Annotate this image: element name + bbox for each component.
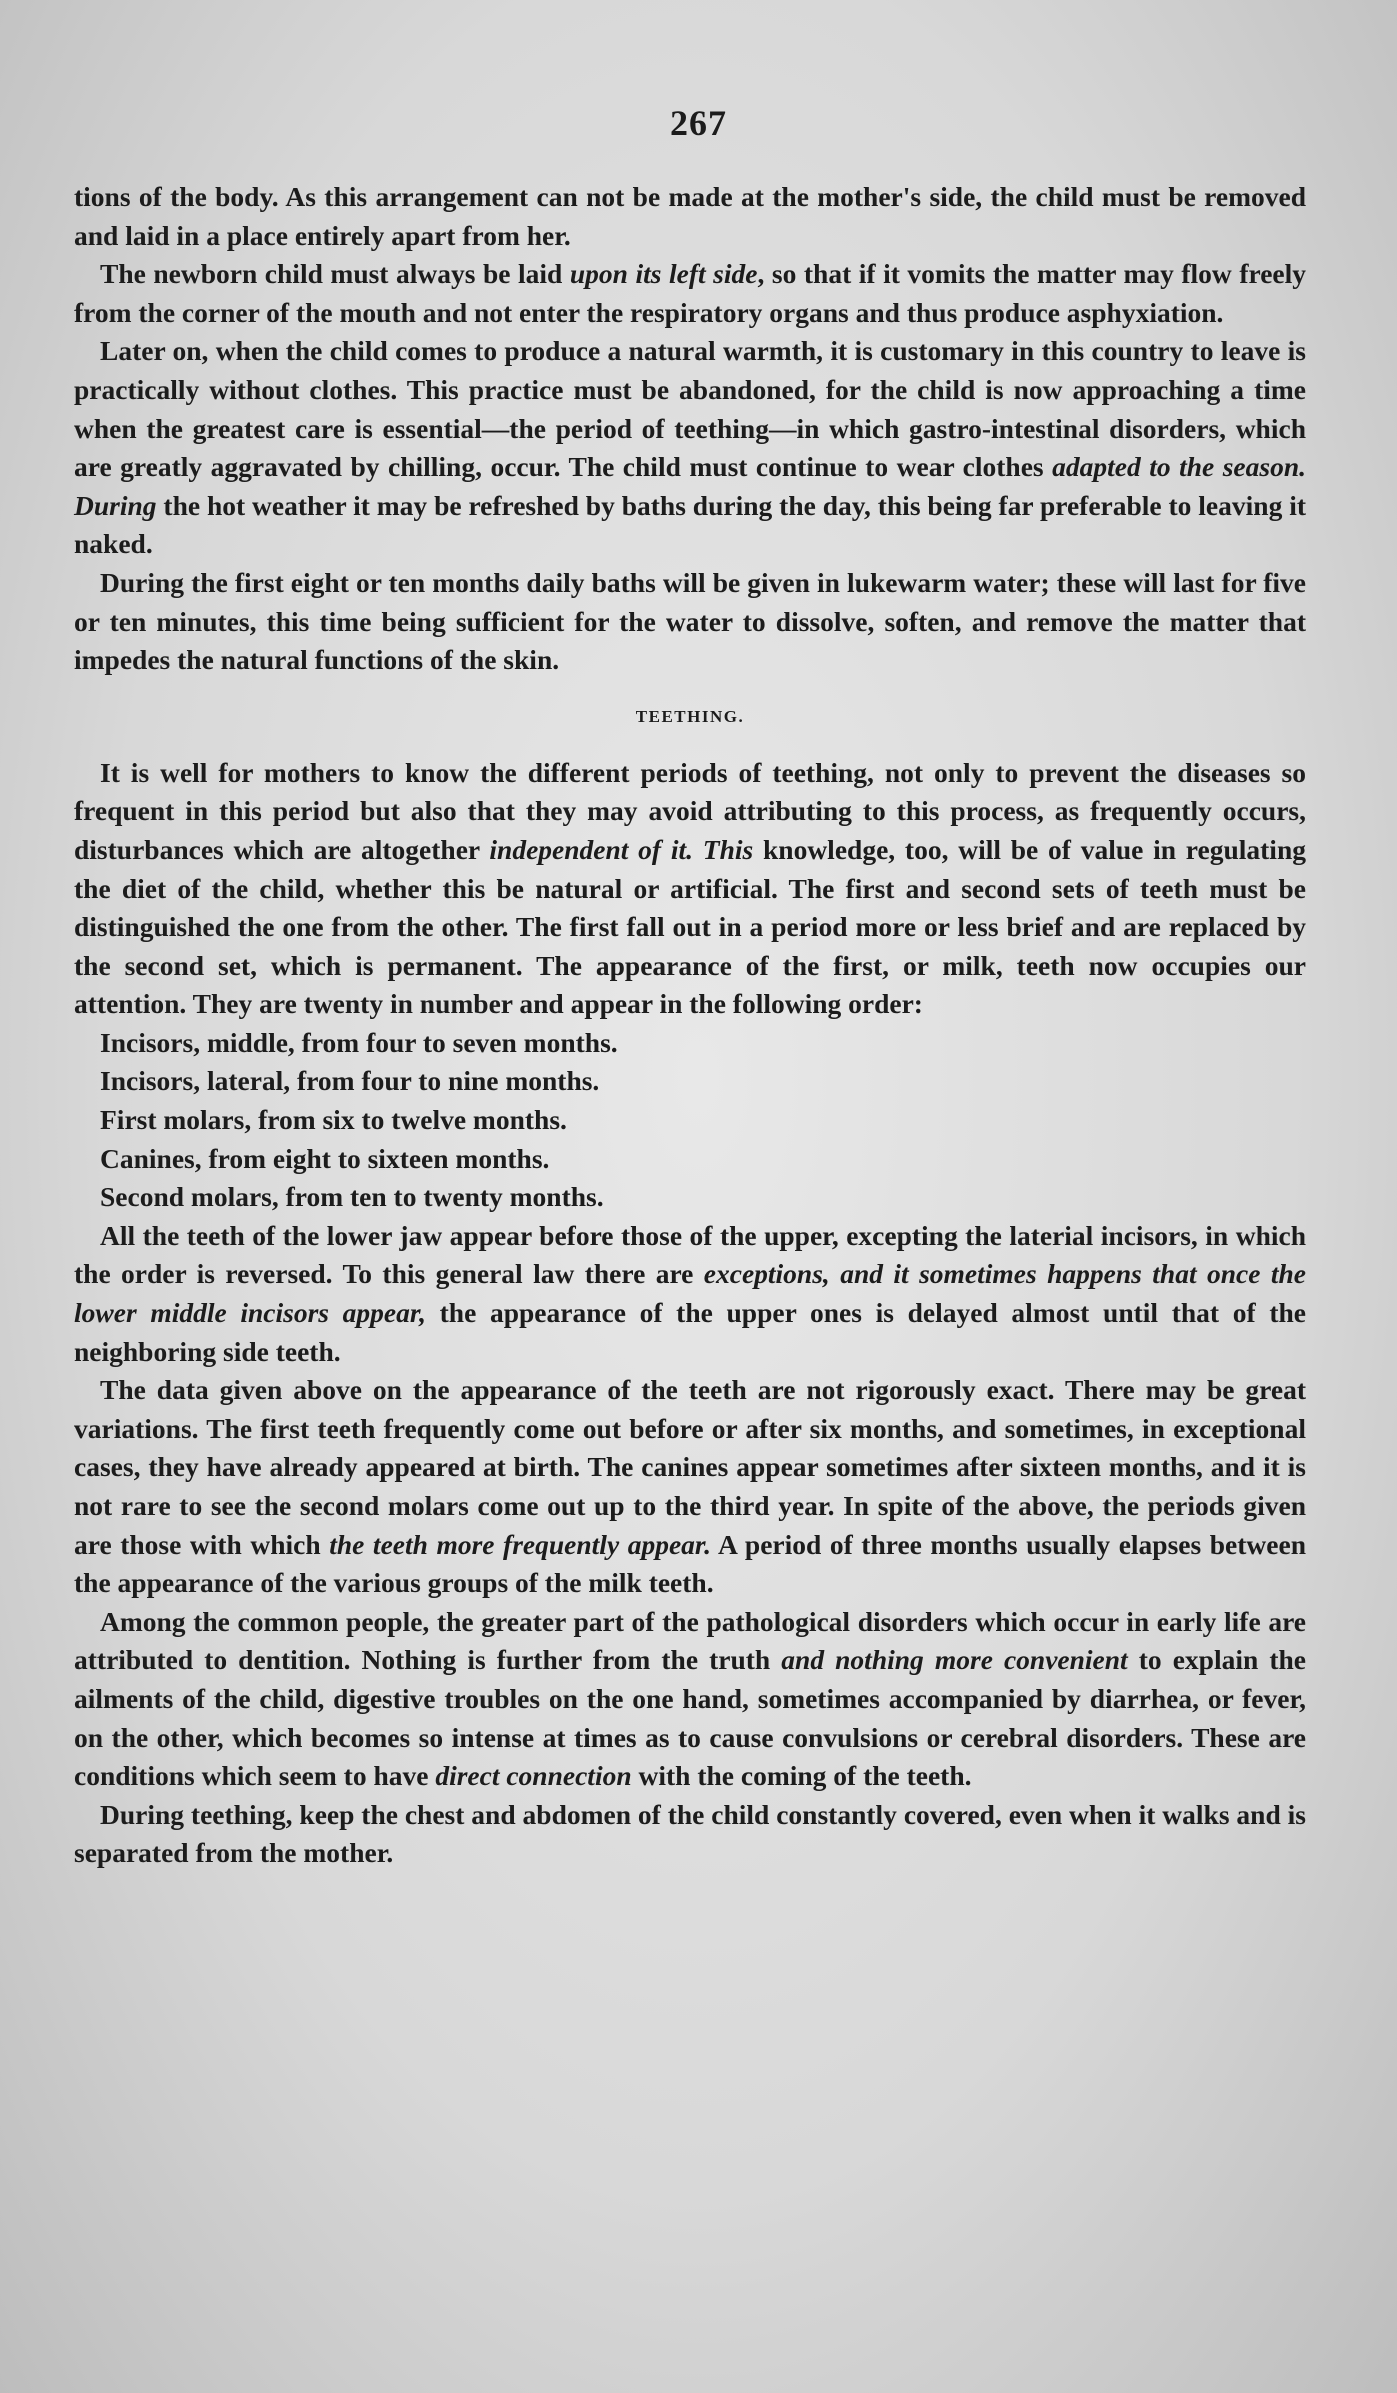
paragraph-7-text-a: The data given above on the appearance of the teeth are not rigorously exact. There may be great variations. The first teeth frequently come out before or after six months, and sometimes, in exceptional cases, they have already appeared at birth. The canines appear sometimes after sixteen months, and it is not rare to see the second molars come out up to the third year. In spite of the above, the periods given are those with which [74,1374,1306,1560]
paragraph-3-text-a: Later on, when the child comes to produce a natural warmth, it is customary in this country to leave is practically without clothes. This practice must be abandoned, for the child is now approaching a time when the greatest care is essential—the period of teething—in which gastro-intestinal disorders, which are greatly aggravated by chilling, occur. The child must continue to wear clothes [74,335,1306,483]
body-text [74,178,1306,1873]
paragraph-5 [74,754,1306,1024]
paragraph-7 [74,1371,1306,1603]
list-item: Second molars, from ten to twenty months. [100,1181,604,1213]
paragraph-8-text-e: with the coming of the teeth. [631,1760,972,1792]
paragraph-4: During the first eight or ten months daily baths will be given in lukewarm water; these will last for five or ten minutes, this time being sufficient for the water to dissolve, soften, and remove the matter that impedes the natural functions of the skin. [74,566,1306,676]
paragraph-1: tions of the body. As this arrangement can not be made at the mother's side, the child must be removed and laid in a place entirely apart from her. [74,181,1306,251]
paragraph-6-text-c: the appearance of the upper ones is delayed almost until that of the neighboring side teeth. [74,1297,1306,1367]
paragraph-6 [74,1217,1306,1371]
paragraph-3-emphasis: adapted to the season. During [74,451,1307,521]
list-item: Incisors, lateral, from four to nine months. [100,1065,600,1097]
list-item: Incisors, middle, from four to seven months. [100,1026,618,1058]
paragraph-2-text-a: The newborn child must always be laid [100,258,570,290]
paragraph-8-emphasis-2: direct connection [435,1760,632,1792]
paragraph-5-text-a: It is well for mothers to know the different periods of teething, not only to prevent the diseases so frequent in this period but also that they may avoid attributing to this process, as frequently occurs, disturbances which are altogether [74,756,1306,865]
list-item: Canines, from eight to sixteen months. [100,1142,550,1174]
page-number: 267 [670,103,727,143]
paragraph-3-text-c: the hot weather it may be refreshed by baths during the day, this being far preferable to leaving it naked. [74,489,1306,560]
paragraph-8 [74,1603,1306,1796]
paragraph-2-emphasis: upon its left side [569,258,758,290]
paragraph-5-emphasis: independent of it. This [489,833,754,865]
paragraph-2-text-c: , so that if it vomits the matter may flow freely from the corner of the mouth and not enter the respiratory organs and thus produce asphyxiation. [74,258,1306,328]
paragraph-8-emphasis-1: and nothing more convenient [781,1644,1128,1676]
paragraph-6-text-a: All the teeth of the lower jaw appear before those of the upper, excepting the laterial incisors, in which the order is reversed. To this general law there are [74,1219,1306,1290]
paragraph-8-text-c: to explain the ailments of the child, digestive troubles on the one hand, sometimes accompanied by diarrhea, or fever, on the other, which becomes so intense at times as to cause convulsions or cerebral disorders. These are conditions which seem to have [74,1644,1307,1792]
paragraph-7-text-c: A period of three months usually elapses between the appearance of the various groups of the milk teeth. [74,1528,1306,1599]
list-item: First molars, from six to twelve months. [100,1104,567,1136]
paragraph-2 [74,255,1306,332]
paragraph-3 [74,332,1306,564]
paragraph-8-text-a: Among the common people, the greater part of the pathological disorders which occur in early life are attributed to dentition. Nothing is further from the truth [74,1605,1306,1676]
section-heading: TEETHING. [635,706,745,726]
paragraph-7-emphasis: the teeth more frequently appear. [329,1528,711,1560]
paragraph-5-text-c: knowledge, too, will be of value in regulating the diet of the child, whether this be natural or artificial. The first and second sets of teeth must be distinguished the one from the other. The first fall out in a period more or less brief and are replaced by the second set, which is permanent. The appearance of the first, or milk, teeth now occupies our attention. They are twenty in number and appear in the following order: [74,833,1306,1020]
paragraph-6-emphasis: exceptions, and it sometimes happens that once the lower middle incisors appear, [74,1258,1307,1329]
paragraph-9: During teething, keep the chest and abdomen of the child constantly covered, even when it walks and is separated from the mother. [74,1798,1306,1869]
